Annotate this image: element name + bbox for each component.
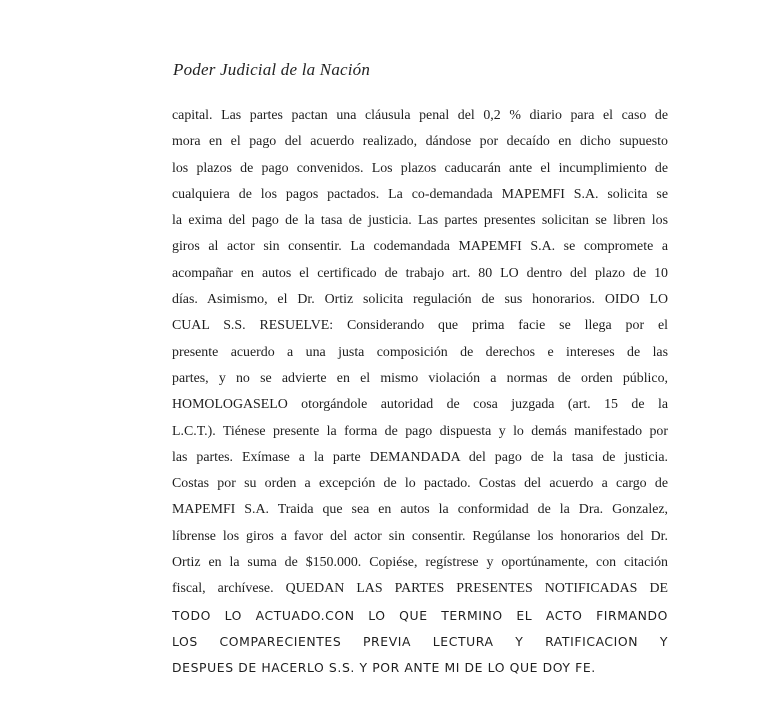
text-line: la exima del pago de la tasa de justicia. Las partes presentes solicitan se libren los [172, 213, 668, 229]
text-line: capital. Las partes pactan una cláusula penal del 0,2 % diario para el caso de [172, 108, 668, 123]
text-line: L.C.T.). Tiénese presente la forma de pago dispuesta y lo demás manifestado por [172, 423, 668, 439]
text-line: acompañar en autos el certificado de trabajo art. 80 LO dentro del plazo de 10 [172, 265, 668, 281]
text-line: DESPUES DE HACERLO S.S. Y POR ANTE MI DE LO QUE DOY FE. [172, 660, 596, 676]
text-line: TODO LO ACTUADO.CON LO QUE TERMINO EL ACTO FIRMANDO [172, 607, 668, 623]
text-line: las partes. Exímase a la parte DEMANDADA del pago de la tasa de justicia. [172, 449, 668, 465]
text-line: cualquiera de los pagos pactados. La co-demandada MAPEMFI S.A. solicita se [172, 186, 668, 202]
body-text [172, 103, 668, 682]
text-line: HOMOLOGASELO otorgándole autoridad de cosa juzgada (art. 15 de la [172, 397, 668, 413]
text-line: CUAL S.S. RESUELVE: Considerando que prima facie se llega por el [172, 318, 668, 334]
text-line: LOS COMPARECIENTES PREVIA LECTURA Y RATIFICACION Y [172, 633, 668, 649]
text-line: giros al actor sin consentir. La codemandada MAPEMFI S.A. se compromete a [172, 239, 668, 255]
text-line: líbrense los giros a favor del actor sin consentir. Regúlanse los honorarios del Dr. [172, 528, 668, 544]
text-line: los plazos de pago convenidos. Los plazos caducarán ante el incumplimiento de [172, 160, 668, 176]
text-line: Ortiz en la suma de $150.000. Copiése, regístrese y oportúnamente, con citación [172, 555, 668, 571]
text-line: MAPEMFI S.A. Traida que sea en autos la conformidad de la Dra. Gonzalez, [172, 502, 668, 518]
text-line: Costas por su orden a excepción de lo pactado. Costas del acuerdo a cargo de [172, 476, 668, 492]
text-line: presente acuerdo a una justa composición de derechos e intereses de las [172, 344, 668, 360]
text-line: mora en el pago del acuerdo realizado, dándose por decaído en dicho supuesto [172, 134, 668, 150]
text-line: fiscal, archívese. QUEDAN LAS PARTES PRESENTES NOTIFICADAS DE [172, 581, 668, 597]
text-line: partes, y no se advierte en el mismo violación a normas de orden público, [172, 370, 668, 386]
text-line: días. Asimismo, el Dr. Ortiz solicita regulación de sus honorarios. OIDO LO [172, 292, 668, 308]
page-header: Poder Judicial de la Nación [173, 60, 371, 79]
